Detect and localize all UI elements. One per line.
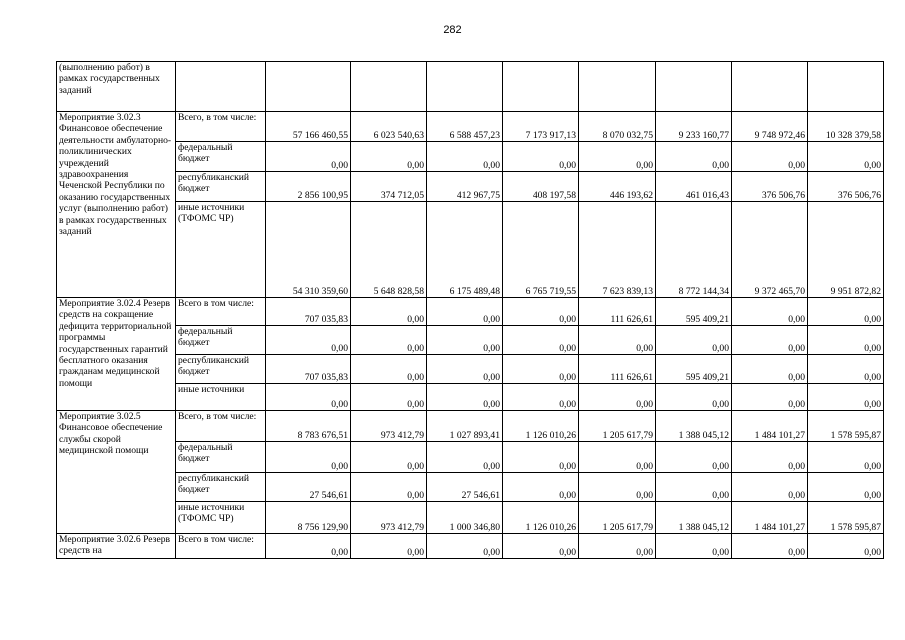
table-row <box>57 384 884 411</box>
value-cell: 0,00 <box>656 534 732 559</box>
value-cell: 0,00 <box>579 534 656 559</box>
value-cell: 1 484 101,27 <box>732 502 808 534</box>
value-cell: 0,00 <box>427 142 503 172</box>
value-cell <box>427 62 503 112</box>
value-cell: 7 623 839,13 <box>579 202 656 298</box>
value-cell <box>266 62 351 112</box>
value-cell: 0,00 <box>808 534 884 559</box>
value-cell: 0,00 <box>579 473 656 502</box>
funding-source-cell: федеральный бюджет <box>176 442 266 473</box>
value-cell <box>656 62 732 112</box>
value-cell: 0,00 <box>808 298 884 326</box>
value-cell: 0,00 <box>808 142 884 172</box>
value-cell: 376 506,76 <box>808 172 884 202</box>
value-cell: 7 173 917,13 <box>503 112 579 142</box>
table-row <box>57 298 884 326</box>
value-cell: 8 772 144,34 <box>656 202 732 298</box>
value-cell: 10 328 379,58 <box>808 112 884 142</box>
value-cell: 0,00 <box>351 384 427 411</box>
value-cell: 412 967,75 <box>427 172 503 202</box>
funding-source-cell: Всего в том числе: <box>176 298 266 326</box>
value-cell: 1 578 595,87 <box>808 502 884 534</box>
value-cell: 0,00 <box>351 534 427 559</box>
value-cell: 1 205 617,79 <box>579 411 656 442</box>
funding-source-cell: иные источники (ТФОМС ЧР) <box>176 502 266 534</box>
value-cell: 707 035,83 <box>266 298 351 326</box>
value-cell: 1 578 595,87 <box>808 411 884 442</box>
value-cell: 0,00 <box>427 384 503 411</box>
value-cell: 595 409,21 <box>656 298 732 326</box>
value-cell: 27 546,61 <box>266 473 351 502</box>
value-cell: 0,00 <box>351 473 427 502</box>
value-cell: 0,00 <box>808 473 884 502</box>
value-cell: 0,00 <box>579 384 656 411</box>
value-cell: 0,00 <box>732 355 808 384</box>
value-cell: 0,00 <box>266 142 351 172</box>
funding-source-cell: федеральный бюджет <box>176 142 266 172</box>
value-cell: 707 035,83 <box>266 355 351 384</box>
value-cell: 0,00 <box>266 534 351 559</box>
value-cell: 0,00 <box>732 142 808 172</box>
value-cell: 0,00 <box>808 442 884 473</box>
measure-name-cell: Мероприятие 3.02.5 Финансовое обеспечение службы скорой медицинской помощи <box>57 411 176 534</box>
value-cell: 1 126 010,26 <box>503 411 579 442</box>
funding-source-cell: Всего в том числе: <box>176 534 266 559</box>
value-cell: 0,00 <box>732 473 808 502</box>
value-cell: 461 016,43 <box>656 172 732 202</box>
value-cell: 0,00 <box>732 384 808 411</box>
table-row <box>57 534 884 559</box>
table-row <box>57 142 884 172</box>
value-cell: 0,00 <box>732 326 808 355</box>
value-cell: 0,00 <box>656 473 732 502</box>
value-cell: 54 310 359,60 <box>266 202 351 298</box>
value-cell: 0,00 <box>808 326 884 355</box>
value-cell: 0,00 <box>266 442 351 473</box>
value-cell <box>732 62 808 112</box>
table-row <box>57 112 884 142</box>
value-cell: 0,00 <box>503 384 579 411</box>
value-cell: 0,00 <box>656 384 732 411</box>
value-cell: 1 000 346,80 <box>427 502 503 534</box>
value-cell: 6 175 489,48 <box>427 202 503 298</box>
page-number: 282 <box>443 24 462 36</box>
value-cell: 5 648 828,58 <box>351 202 427 298</box>
value-cell: 0,00 <box>579 142 656 172</box>
funding-source-cell: федеральный бюджет <box>176 326 266 355</box>
value-cell: 0,00 <box>503 355 579 384</box>
value-cell: 9 951 872,82 <box>808 202 884 298</box>
table-row <box>57 202 884 298</box>
value-cell: 2 856 100,95 <box>266 172 351 202</box>
funding-source-cell: иные источники (ТФОМС ЧР) <box>176 202 266 298</box>
value-cell: 111 626,61 <box>579 298 656 326</box>
value-cell: 111 626,61 <box>579 355 656 384</box>
value-cell: 1 388 045,12 <box>656 502 732 534</box>
value-cell: 6 023 540,63 <box>351 112 427 142</box>
table-row <box>57 355 884 384</box>
value-cell: 9 233 160,77 <box>656 112 732 142</box>
table-row <box>57 411 884 442</box>
value-cell <box>579 62 656 112</box>
value-cell: 1 126 010,26 <box>503 502 579 534</box>
value-cell: 0,00 <box>266 384 351 411</box>
measure-name-cell: Мероприятие 3.02.3 Финансовое обеспечение деятельности амбулаторно-поликлинических учреждений здравоохранения Чеченской Республики по оказанию государственных услуг (выполнению работ) в рамках государственных заданий <box>57 112 176 298</box>
value-cell: 973 412,79 <box>351 502 427 534</box>
value-cell: 8 783 676,51 <box>266 411 351 442</box>
value-cell: 408 197,58 <box>503 172 579 202</box>
value-cell: 1 027 893,41 <box>427 411 503 442</box>
measure-name-cell: Мероприятие 3.02.6 Резерв средств на <box>57 534 176 559</box>
funding-source-cell: иные источники <box>176 384 266 411</box>
value-cell: 0,00 <box>266 326 351 355</box>
value-cell: 446 193,62 <box>579 172 656 202</box>
table-row <box>57 502 884 534</box>
value-cell: 973 412,79 <box>351 411 427 442</box>
value-cell: 9 748 972,46 <box>732 112 808 142</box>
value-cell: 0,00 <box>732 442 808 473</box>
value-cell: 0,00 <box>503 442 579 473</box>
value-cell <box>351 62 427 112</box>
value-cell: 595 409,21 <box>656 355 732 384</box>
funding-source-cell: Всего, в том числе: <box>176 112 266 142</box>
value-cell: 0,00 <box>427 298 503 326</box>
value-cell: 0,00 <box>579 326 656 355</box>
value-cell: 0,00 <box>427 355 503 384</box>
value-cell: 8 070 032,75 <box>579 112 656 142</box>
funding-source-cell <box>176 62 266 112</box>
value-cell: 0,00 <box>351 326 427 355</box>
value-cell: 6 588 457,23 <box>427 112 503 142</box>
measure-name-cell: Мероприятие 3.02.4 Резерв средств на сокращение дефицита территориальной программы государственных гарантий бесплатного оказания гражданам медицинской помощи <box>57 298 176 411</box>
value-cell: 0,00 <box>579 442 656 473</box>
value-cell: 1 388 045,12 <box>656 411 732 442</box>
value-cell <box>808 62 884 112</box>
measure-name-cell: (выполнению работ) в рамках государственных заданий <box>57 62 176 112</box>
table-row <box>57 62 884 112</box>
value-cell: 374 712,05 <box>351 172 427 202</box>
value-cell: 1 484 101,27 <box>732 411 808 442</box>
value-cell: 0,00 <box>427 442 503 473</box>
value-cell <box>503 62 579 112</box>
value-cell: 6 765 719,55 <box>503 202 579 298</box>
funding-source-cell: республиканский бюджет <box>176 172 266 202</box>
value-cell: 0,00 <box>351 442 427 473</box>
value-cell: 0,00 <box>427 326 503 355</box>
value-cell: 376 506,76 <box>732 172 808 202</box>
value-cell: 0,00 <box>656 442 732 473</box>
value-cell: 0,00 <box>808 384 884 411</box>
value-cell: 0,00 <box>503 298 579 326</box>
value-cell: 9 372 465,70 <box>732 202 808 298</box>
table-row <box>57 326 884 355</box>
value-cell: 0,00 <box>503 473 579 502</box>
funding-source-cell: республиканский бюджет <box>176 355 266 384</box>
value-cell: 0,00 <box>427 534 503 559</box>
value-cell: 0,00 <box>351 298 427 326</box>
value-cell: 0,00 <box>656 326 732 355</box>
value-cell: 0,00 <box>656 142 732 172</box>
value-cell: 0,00 <box>351 355 427 384</box>
value-cell: 0,00 <box>732 534 808 559</box>
value-cell: 0,00 <box>808 355 884 384</box>
value-cell: 0,00 <box>351 142 427 172</box>
value-cell: 0,00 <box>503 142 579 172</box>
funding-source-cell: Всего, в том числе: <box>176 411 266 442</box>
value-cell: 0,00 <box>732 298 808 326</box>
funding-source-cell: республиканский бюджет <box>176 473 266 502</box>
value-cell: 27 546,61 <box>427 473 503 502</box>
table-row <box>57 473 884 502</box>
value-cell: 57 166 460,55 <box>266 112 351 142</box>
value-cell: 0,00 <box>503 326 579 355</box>
budget-table <box>56 61 884 559</box>
table-row <box>57 442 884 473</box>
value-cell: 0,00 <box>503 534 579 559</box>
table-row <box>57 172 884 202</box>
value-cell: 8 756 129,90 <box>266 502 351 534</box>
value-cell: 1 205 617,79 <box>579 502 656 534</box>
